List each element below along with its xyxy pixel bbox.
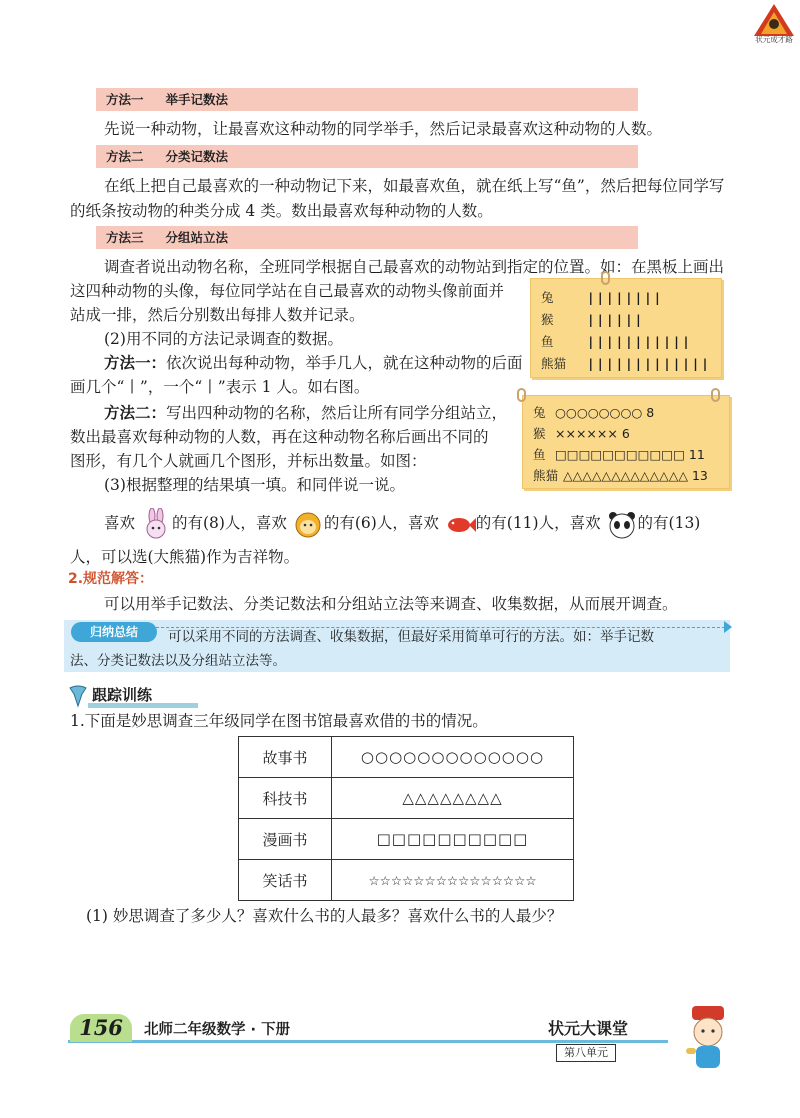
tally-board	[530, 278, 722, 378]
table-symbols: □□□□□□□□□□	[332, 819, 574, 860]
method-3-name: 分组站立法	[165, 230, 229, 245]
method-b-line-1	[104, 402, 507, 424]
tally-animal: 猴	[541, 312, 554, 327]
tally-row-panda	[541, 355, 711, 373]
method-2-band	[96, 145, 638, 168]
fill-part-3: 的有(11)人，喜欢	[475, 514, 601, 532]
training-title: 跟踪训练	[92, 686, 153, 704]
publisher-logo-text: 状元成才路	[755, 35, 793, 44]
table-category: 故事书	[239, 737, 332, 778]
table-symbols: ☆☆☆☆☆☆☆☆☆☆☆☆☆☆☆	[332, 860, 574, 901]
method-2-name: 分类记数法	[165, 149, 229, 164]
shape-count: 6	[621, 426, 630, 441]
method-a-line-1	[104, 352, 523, 374]
fill-prefix: 喜欢	[104, 514, 136, 532]
table-row	[239, 860, 574, 901]
tally-marks: ||||||	[587, 312, 645, 327]
method-3-desc-line-2: 这四种动物的头像，每位同学站在自己最喜欢的动物头像前面并	[70, 282, 505, 300]
shape-marks: ××××××	[555, 426, 618, 441]
step-2-text: (2)用不同的方法记录调查的数据。	[104, 330, 343, 348]
unit-tag: 第八单元	[556, 1044, 616, 1062]
tally-marks: |||||||||||||	[587, 356, 711, 371]
table-symbols: ○○○○○○○○○○○○○	[332, 737, 574, 778]
shape-row-monkey	[533, 425, 630, 443]
tally-row-rabbit	[541, 289, 663, 307]
tally-row-fish	[541, 333, 692, 351]
method-2-desc-line-1: 在纸上把自己最喜欢的一种动物记下来，如最喜欢鱼，就在纸上写“鱼”，然后把每位同学写	[104, 177, 725, 195]
shape-count: 11	[688, 447, 705, 462]
shape-row-fish	[533, 446, 705, 464]
table-category: 漫画书	[239, 819, 332, 860]
paperclip-icon	[711, 388, 720, 402]
method-2-label: 方法二	[106, 149, 144, 164]
fish-icon	[444, 508, 476, 540]
table-category: 科技书	[239, 778, 332, 819]
shape-board	[522, 395, 730, 489]
rabbit-icon	[140, 508, 172, 540]
shape-marks: ○○○○○○○○	[555, 405, 643, 420]
table-row	[239, 778, 574, 819]
tally-animal: 熊猫	[541, 356, 567, 371]
shape-row-panda	[533, 467, 708, 485]
shape-animal: 猴	[533, 426, 546, 441]
method-b-label: 方法二：	[104, 403, 167, 422]
paperclip-icon	[601, 271, 610, 285]
summary-line-1: 可以采用不同的方法调查、收集数据，但最好采用简单可行的方法。如：举手记数	[168, 629, 654, 645]
summary-tag: 归纳总结	[71, 622, 157, 642]
series-brand: 状元大课堂	[548, 1019, 629, 1038]
tally-animal: 兔	[541, 290, 554, 305]
method-b-text-1: 写出四种动物的名称，然后让所有同学分组站立，	[166, 404, 508, 422]
method-b-line-3: 图形，有几个人就画几个图形，并标出数量。如图：	[70, 452, 427, 470]
method-a-label: 方法一：	[104, 353, 167, 372]
fill-part-4: 的有(13)	[637, 514, 701, 532]
fill-in-line-2: 人，可以选(大熊猫)作为吉祥物。	[70, 548, 300, 566]
tally-marks: |||||||||||	[587, 334, 692, 349]
shape-animal: 鱼	[533, 447, 546, 462]
panda-icon	[606, 508, 638, 540]
pin-icon	[66, 684, 90, 708]
page-number: 156	[70, 1014, 132, 1042]
shape-count: 8	[646, 405, 655, 420]
tally-marks: ||||||||	[587, 290, 664, 305]
shape-marks: △△△△△△△△△△△△△	[563, 468, 688, 483]
answer-heading: 2.规范解答：	[68, 571, 154, 587]
method-b-line-2: 数出最喜欢每种动物的人数，再在这种动物名称后画出不同的	[70, 428, 489, 446]
method-1-label: 方法一	[106, 92, 144, 107]
book-survey-table	[238, 736, 574, 901]
sub-question-1: (1) 妙思调查了多少人？喜欢什么书的人最多？喜欢什么书的人最少？	[86, 907, 563, 925]
question-1: 1.下面是妙思调查三年级同学在图书馆最喜欢借的书的情况。	[70, 712, 488, 730]
table-row	[239, 737, 574, 778]
table-symbols: △△△△△△△△	[332, 778, 574, 819]
answer-text: 可以用举手记数法、分类记数法和分组站立法等来调查、收集数据，从而展开调查。	[104, 595, 678, 613]
tally-row-monkey	[541, 311, 644, 329]
fill-part-1: 的有(8)人，喜欢	[171, 514, 287, 532]
book-title: 北师二年级数学 · 下册	[144, 1022, 291, 1038]
fill-in-line-1	[104, 506, 700, 540]
method-3-band	[96, 226, 638, 249]
method-2-desc-line-2: 的纸条按动物的种类分成 4 类。数出最喜欢每种动物的人数。	[70, 202, 493, 220]
method-3-desc-line-3: 站成一排，然后分别数出每排人数并记录。	[70, 306, 365, 324]
shape-marks: □□□□□□□□□□□	[555, 447, 685, 462]
method-1-desc: 先说一种动物，让最喜欢这种动物的同学举手，然后记录最喜欢这种动物的人数。	[104, 120, 663, 138]
table-category: 笑话书	[239, 860, 332, 901]
mascot-icon	[676, 1004, 740, 1074]
table-row	[239, 819, 574, 860]
monkey-icon	[292, 508, 324, 540]
shape-animal: 熊猫	[533, 468, 559, 483]
tally-animal: 鱼	[541, 334, 554, 349]
shape-count: 13	[691, 468, 708, 483]
summary-arrow-icon	[724, 621, 732, 633]
summary-line-2: 法、分类记数法以及分组站立法等。	[70, 653, 286, 669]
step-3-text: (3)根据整理的结果填一填。和同伴说一说。	[104, 476, 405, 494]
method-a-text-1: 依次说出每种动物，举手几人，就在这种动物的后面	[166, 354, 523, 372]
method-a-line-2: 画几个“丨”，一个“丨”表示 1 人。如右图。	[70, 378, 370, 396]
method-3-label: 方法三	[106, 230, 144, 245]
footer-rule	[68, 1040, 668, 1043]
method-1-band	[96, 88, 638, 111]
method-1-name: 举手记数法	[165, 92, 229, 107]
fill-part-2: 的有(6)人，喜欢	[323, 514, 439, 532]
shape-row-rabbit	[533, 404, 654, 422]
method-3-desc-line-1: 调查者说出动物名称，全班同学根据自己最喜欢的动物站到指定的位置。如：在黑板上画出	[104, 258, 725, 276]
shape-animal: 兔	[533, 405, 546, 420]
paperclip-icon	[517, 388, 526, 402]
